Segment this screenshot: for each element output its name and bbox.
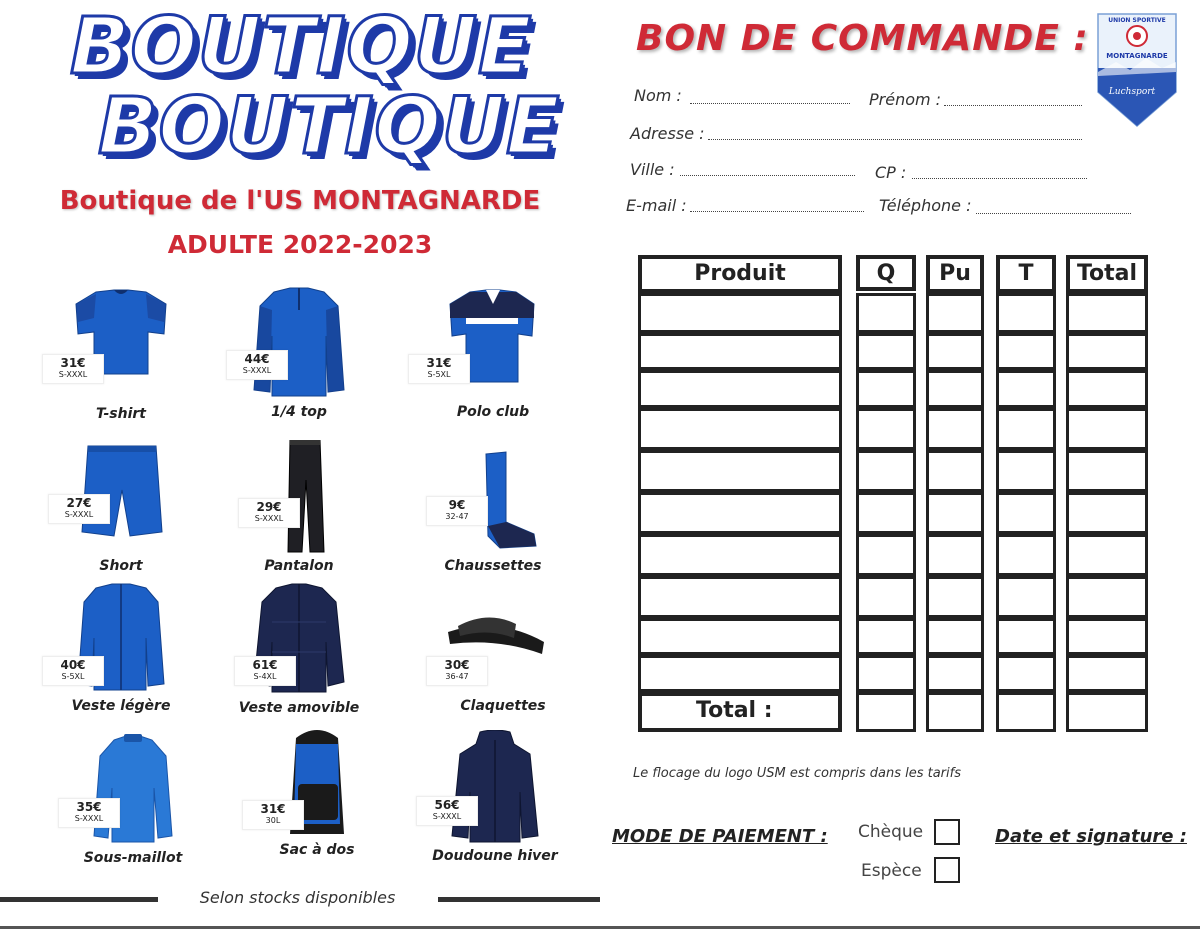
column-header-q: Q [856,255,916,291]
total-cell[interactable] [1066,450,1148,492]
product-sous-maillot [48,732,218,872]
produit-cell[interactable] [638,293,842,333]
pu-cell[interactable] [926,618,984,655]
q-cell[interactable] [856,692,916,732]
q-cell[interactable] [856,370,916,408]
total-cell[interactable] [1066,370,1148,408]
divider [0,897,158,902]
crest-name: MONTAGNARDE [1106,52,1168,60]
total-cell[interactable] [1066,655,1148,692]
product-name: Chaussettes [444,558,542,574]
product-name: Sous-maillot [83,850,183,866]
ville-field[interactable] [680,175,855,176]
t-cell[interactable] [996,370,1056,408]
shop-season: ADULTE 2022-2023 [167,230,433,259]
sizes: S-XXXL [64,510,94,519]
adresse-field[interactable] [708,139,1082,140]
t-cell[interactable] [996,692,1056,732]
price: 9€ [448,498,466,512]
cp-field[interactable] [912,178,1087,179]
price: 31€ [60,356,86,370]
sizes: 32-47 [445,512,469,521]
shop-title: Boutique de l'US MONTAGNARDE [59,186,541,216]
boutique-title-line2: BOUTIQUE [98,82,561,172]
price-tag [226,350,288,380]
produit-cell[interactable] [638,618,842,655]
pu-cell[interactable] [926,692,984,732]
stock-note: Selon stocks disponibles [199,888,396,907]
sizes: S-4XL [253,672,277,681]
product-name: Sac à dos [279,842,355,858]
product-name: Doudoune hiver [432,848,558,864]
payment-option-cheque-label: Chèque [858,822,924,842]
price: 30€ [444,658,470,672]
product-name: Veste légère [71,698,171,714]
price: 29€ [256,500,282,514]
sizes: 30L [265,816,281,825]
t-cell[interactable] [996,333,1056,370]
produit-cell[interactable] [638,408,842,450]
product-polo [408,286,578,426]
total-cell[interactable] [1066,692,1148,732]
pu-cell[interactable] [926,370,984,408]
pu-cell[interactable] [926,450,984,492]
column-header-pu: Pu [926,255,984,293]
price: 61€ [252,658,278,672]
product-name: Short [99,558,143,574]
price: 40€ [60,658,86,672]
price-tag [42,656,104,686]
price-tag [234,656,296,686]
payment-option-espece-checkbox[interactable] [934,857,960,883]
label-prenom: Prénom : [869,90,942,109]
price-tag [42,354,104,384]
order-form-title: BON DE COMMANDE : [636,18,1089,59]
sizes: S-5XL [427,370,451,379]
sizes: 36-47 [445,672,469,681]
total-cell[interactable] [1066,576,1148,618]
price-tag [238,498,300,528]
column-header-produit: Produit [638,255,842,293]
label-cp: CP : [875,163,907,182]
product-veste-legere [36,580,206,720]
total-cell[interactable] [1066,293,1148,333]
pu-cell[interactable] [926,655,984,692]
price-tag [416,796,478,826]
price: 31€ [426,356,452,370]
payment-option-espece-label: Espèce [861,861,922,881]
product-name: Polo club [456,404,530,420]
club-crest-logo [1096,12,1178,128]
q-cell[interactable] [856,618,916,655]
product-chaussettes [408,440,578,580]
product-quarter-top [214,286,384,426]
payment-mode-label: MODE DE PAIEMENT : [612,826,828,847]
q-cell[interactable] [856,333,916,370]
t-cell[interactable] [996,492,1056,534]
tshirt-icon [36,288,206,403]
price: 35€ [76,800,102,814]
sizes: S-XXXL [74,814,104,823]
nom-field[interactable] [690,103,850,104]
total-cell[interactable] [1066,333,1148,370]
column-header-t: T [996,255,1056,293]
produit-cell[interactable] [638,576,842,618]
q-cell[interactable] [856,655,916,692]
product-short [36,440,206,580]
label-ville: Ville : [630,160,675,179]
total-cell[interactable] [1066,408,1148,450]
product-claquettes [418,580,588,720]
flocage-note: Le flocage du logo USM est compris dans les tarifs [633,766,961,781]
product-name: 1/4 top [271,404,327,420]
sizes: S-XXXL [254,514,284,523]
q-cell[interactable] [856,408,916,450]
boutique-title-line1: BOUTIQUE [70,2,533,92]
price-tag [426,496,488,526]
product-sac-a-dos [232,724,402,864]
winter-jacket-icon [410,730,580,845]
produit-cell[interactable] [638,450,842,492]
sizes: S-XXXL [242,366,272,375]
t-cell[interactable] [996,655,1056,692]
price: 44€ [244,352,270,366]
t-cell[interactable] [996,618,1056,655]
total-cell[interactable] [1066,492,1148,534]
q-cell[interactable] [856,576,916,618]
product-name: Pantalon [264,558,334,574]
total-cell[interactable] [1066,618,1148,655]
q-cell[interactable] [856,534,916,576]
price-tag [426,656,488,686]
price-tag [408,354,470,384]
product-name: T-shirt [96,406,146,422]
label-email: E-mail : [626,196,687,215]
produit-cell[interactable] [638,333,842,370]
payment-option-cheque-checkbox[interactable] [934,819,960,845]
sizes: S-XXXL [432,812,462,821]
pu-cell[interactable] [926,333,984,370]
crest-top-text: UNION SPORTIVE [1108,17,1166,24]
signature-label: Date et signature : [995,826,1187,847]
q-cell[interactable] [856,293,916,333]
t-cell[interactable] [996,408,1056,450]
price-tag [48,494,110,524]
telephone-field[interactable] [976,213,1131,214]
q-cell[interactable] [856,450,916,492]
product-veste-amovible [214,582,384,722]
t-cell[interactable] [996,293,1056,333]
label-nom: Nom : [634,86,682,105]
price: 56€ [434,798,460,812]
produit-cell[interactable] [638,655,842,692]
product-pantalon [214,440,384,580]
price: 31€ [260,802,286,816]
price: 27€ [66,496,92,510]
total-cell[interactable] [1066,534,1148,576]
price-tag [242,800,304,830]
product-name: Claquettes [460,698,546,714]
email-field[interactable] [690,211,864,212]
produit-cell[interactable] [638,370,842,408]
bottom-divider [0,926,1200,929]
label-telephone: Téléphone : [879,196,972,215]
divider [438,897,600,902]
sizes: S-XXXL [58,370,88,379]
baselayer-icon [48,732,218,847]
pu-cell[interactable] [926,534,984,576]
price-tag [58,798,120,828]
product-tshirt [36,288,206,428]
pu-cell[interactable] [926,408,984,450]
t-cell[interactable] [996,534,1056,576]
column-header-total: Total [1066,255,1148,293]
pu-cell[interactable] [926,576,984,618]
sizes: S-5XL [61,672,85,681]
t-cell[interactable] [996,576,1056,618]
q-cell[interactable] [856,492,916,534]
quarter-zip-top-icon [214,286,384,401]
label-adresse: Adresse : [630,124,705,143]
pu-cell[interactable] [926,492,984,534]
product-name: Veste amovible [238,700,360,716]
crest-script: Luchsport [1108,87,1156,97]
produit-cell[interactable] [638,492,842,534]
product-doudoune [410,730,580,870]
prenom-field[interactable] [944,105,1082,106]
total-label: Total : [638,692,842,732]
pu-cell[interactable] [926,293,984,333]
produit-cell[interactable] [638,534,842,576]
t-cell[interactable] [996,450,1056,492]
